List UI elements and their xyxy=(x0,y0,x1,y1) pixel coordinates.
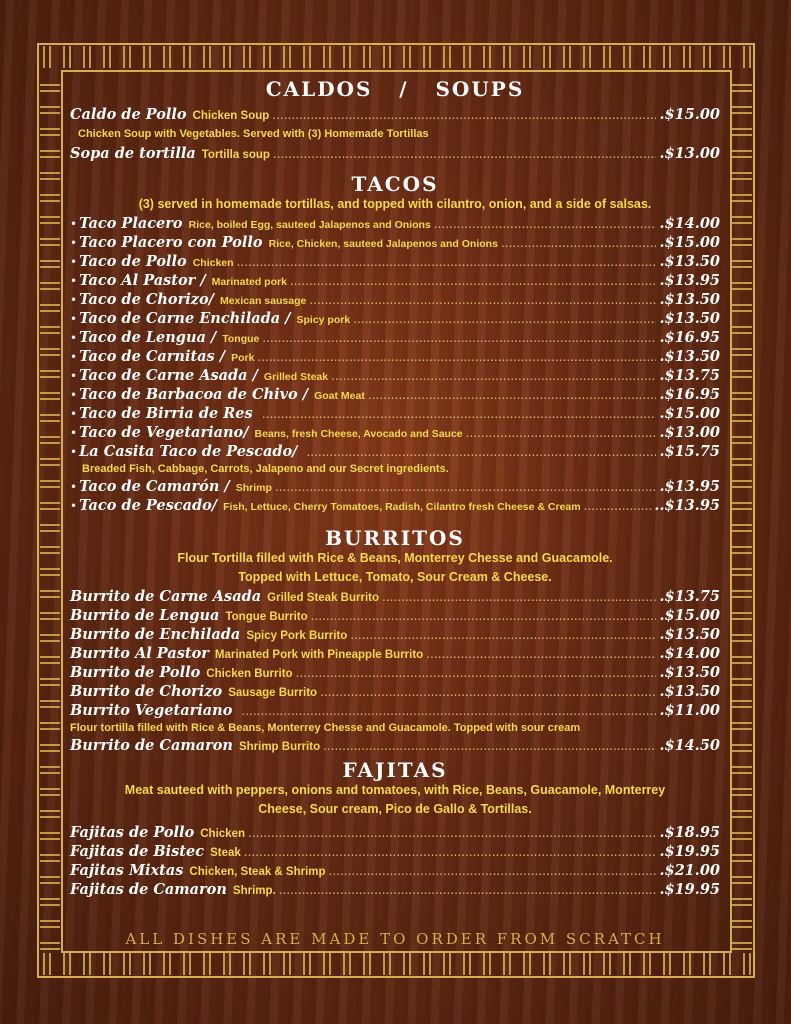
item-name: Burrito Al Pastor xyxy=(70,645,209,662)
menu-item xyxy=(70,644,720,663)
item-name: Taco Al Pastor / xyxy=(79,272,206,289)
item-price: .$13.00 xyxy=(659,424,720,441)
leader-dots xyxy=(426,645,656,664)
item-name: Fajitas de Pollo xyxy=(70,824,195,841)
menu-item xyxy=(70,233,720,252)
leader-dots xyxy=(320,683,656,702)
leader-dots xyxy=(584,497,652,516)
item-description: Chicken xyxy=(192,257,234,269)
menu-item xyxy=(70,144,720,163)
item-price: .$19.95 xyxy=(659,881,720,898)
item-price: .$15.00 xyxy=(659,106,720,123)
footer-tagline: ALL DISHES ARE MADE TO ORDER FROM SCRATCH xyxy=(125,930,665,948)
item-description: Steak xyxy=(210,847,241,859)
item-name: Burrito de Camaron xyxy=(70,737,233,754)
burritos-description-1: Flour Tortilla filled with Rice & Beans, Monterrey Chesse and Guacamole. xyxy=(177,551,613,565)
menu-item xyxy=(70,290,720,309)
item-description: Tongue Burrito xyxy=(225,611,308,623)
item-name: Taco de Barbacoa de Chivo / xyxy=(79,386,309,403)
menu-item xyxy=(70,861,720,880)
menu-item xyxy=(70,701,720,720)
item-description: Marinated pork xyxy=(211,276,287,288)
item-name: Taco Placero xyxy=(79,215,183,232)
bullet-icon: • xyxy=(70,274,78,288)
leader-dots xyxy=(331,367,656,386)
item-description: Grilled Steak xyxy=(263,371,329,383)
leader-dots xyxy=(466,424,657,443)
item-name: Burrito de Enchilada xyxy=(70,626,241,643)
bullet-icon: • xyxy=(70,369,78,383)
menu-item xyxy=(70,309,720,328)
leader-dots xyxy=(309,291,656,310)
item-name: Taco de Vegetariano/ xyxy=(79,424,249,441)
item-name: Taco de Lengua / xyxy=(79,329,217,346)
leader-dots xyxy=(306,443,656,462)
fajitas-title: FAJITAS xyxy=(342,758,448,782)
tacos-title: TACOS xyxy=(351,172,439,196)
bullet-icon: • xyxy=(70,388,78,402)
item-description: Spicy Pork Burrito xyxy=(246,630,348,642)
item-description: Rice, boiled Egg, sauteed Jalapenos and Onions xyxy=(188,219,431,231)
item-price: .$13.75 xyxy=(659,588,720,605)
item-description: Shrimp. xyxy=(232,885,276,897)
item-name: Caldo de Pollo xyxy=(70,106,187,123)
bullet-icon: • xyxy=(70,407,78,421)
leader-dots xyxy=(262,329,656,348)
item-name: Taco Placero con Pollo xyxy=(79,234,263,251)
menu-item xyxy=(70,252,720,271)
leader-dots xyxy=(323,737,656,756)
bullet-icon: • xyxy=(70,499,78,513)
item-price: .$16.95 xyxy=(659,386,720,403)
item-price: .$11.00 xyxy=(659,702,720,719)
item-description: Spicy pork xyxy=(296,314,351,326)
item-price: .$13.50 xyxy=(659,683,720,700)
menu-item xyxy=(70,423,720,442)
item-price: .$13.50 xyxy=(659,664,720,681)
item-description: Mexican sausage xyxy=(219,295,307,307)
menu-item xyxy=(70,606,720,625)
item-description: Tortilla soup xyxy=(201,149,270,161)
burritos-title: BURRITOS xyxy=(325,526,465,550)
item-description: Pork xyxy=(231,352,255,364)
item-name: Taco de Carne Enchilada / xyxy=(79,310,291,327)
item-price: .$13.95 xyxy=(659,272,720,289)
item-name: Taco de Carne Asada / xyxy=(79,367,258,384)
menu-item xyxy=(70,385,720,404)
menu-item xyxy=(70,105,720,124)
item-price: .$13.00 xyxy=(659,145,720,162)
item-price: .$14.00 xyxy=(659,645,720,662)
item-description: Chicken, Steak & Shrimp xyxy=(189,866,326,878)
bullet-icon: • xyxy=(70,255,78,269)
item-price: .$13.50 xyxy=(659,253,720,270)
menu-item xyxy=(70,587,720,606)
item-name: Fajitas Mixtas xyxy=(70,862,184,879)
leader-dots xyxy=(350,626,656,645)
item-name: La Casita Taco de Pescado/ xyxy=(79,443,298,460)
menu-item xyxy=(70,442,720,461)
item-description: Shrimp Burrito xyxy=(238,741,321,753)
item-name: Taco de Pescado/ xyxy=(79,497,218,514)
leader-dots xyxy=(311,607,657,626)
item-name: Taco de Pollo xyxy=(79,253,187,270)
menu-item xyxy=(70,625,720,644)
menu-item xyxy=(70,842,720,861)
item-name: Sopa de tortilla xyxy=(70,145,196,162)
fajitas-description-1: Meat sauteed with peppers, onions and tomatoes, with Rice, Beans, Guacamole, Monterrey xyxy=(124,783,666,797)
item-price: .$13.75 xyxy=(659,367,720,384)
menu-item xyxy=(70,404,720,423)
burritos-description-2: Topped with Lettuce, Tomato, Sour Cream & Cheese. xyxy=(238,570,552,584)
item-name: Burrito de Lengua xyxy=(70,607,220,624)
item-note: Flour tortilla filled with Rice & Beans, Monterrey Chesse and Guacamole. Topped with sour cream xyxy=(70,722,581,734)
menu-item xyxy=(70,682,720,701)
bullet-icon: • xyxy=(70,293,78,307)
menu-item xyxy=(70,366,720,385)
item-description: Goat Meat xyxy=(314,390,365,402)
fajitas-description-2: Cheese, Sour cream, Pico de Gallo & Tortillas. xyxy=(258,802,532,816)
leader-dots xyxy=(241,702,656,721)
item-description: Chicken xyxy=(200,828,245,840)
item-price: .$14.50 xyxy=(659,737,720,754)
item-price: .$15.00 xyxy=(659,607,720,624)
fajitas-list xyxy=(70,823,720,899)
bullet-icon: • xyxy=(70,426,78,440)
item-price: .$15.00 xyxy=(659,234,720,251)
item-description: Tongue xyxy=(222,333,260,345)
item-description: Rice, Chicken, sauteed Jalapenos and Onions xyxy=(268,238,498,250)
menu-item xyxy=(70,347,720,366)
leader-dots xyxy=(272,106,656,125)
item-price: .$13.50 xyxy=(659,626,720,643)
leader-dots xyxy=(290,272,657,291)
bullet-icon: • xyxy=(70,236,78,250)
leader-dots xyxy=(368,386,657,405)
menu-item xyxy=(70,214,720,233)
item-price: .$13.50 xyxy=(659,348,720,365)
item-name: Burrito de Carne Asada xyxy=(70,588,262,605)
leader-dots xyxy=(273,145,657,164)
menu-item xyxy=(70,328,720,347)
menu-item xyxy=(70,823,720,842)
item-note: Chicken Soup with Vegetables. Served with (3) Homemade Tortillas xyxy=(78,128,429,140)
menu-item xyxy=(70,271,720,290)
menu-item xyxy=(70,496,720,515)
item-price: .$15.00 xyxy=(659,405,720,422)
item-name: Fajitas de Bistec xyxy=(70,843,205,860)
item-price: .$18.95 xyxy=(659,824,720,841)
item-description: Chicken Soup xyxy=(192,110,270,122)
item-price: .$13.95 xyxy=(659,478,720,495)
item-price: .$19.95 xyxy=(659,843,720,860)
menu-item xyxy=(70,880,720,899)
leader-dots xyxy=(275,478,657,497)
item-description: Chicken Burrito xyxy=(206,668,293,680)
item-name: Taco de Carnitas / xyxy=(79,348,226,365)
item-description: Marinated Pork with Pineapple Burrito xyxy=(214,649,424,661)
item-name: Taco de Birria de Res xyxy=(79,405,253,422)
bullet-icon: • xyxy=(70,480,78,494)
bullet-icon: • xyxy=(70,445,78,459)
item-name: Fajitas de Camaron xyxy=(70,881,227,898)
item-name: Taco de Chorizo/ xyxy=(79,291,214,308)
item-price: .$15.75 xyxy=(659,443,720,460)
leader-dots xyxy=(248,824,656,843)
item-price: .$13.50 xyxy=(659,310,720,327)
menu-item xyxy=(70,736,720,755)
leader-dots xyxy=(237,253,657,272)
item-name: Burrito de Chorizo xyxy=(70,683,223,700)
bullet-icon: • xyxy=(70,312,78,326)
item-name: Burrito Vegetariano xyxy=(70,702,233,719)
burritos-list xyxy=(70,587,720,755)
leader-dots xyxy=(501,234,657,253)
item-price: .$21.00 xyxy=(659,862,720,879)
menu-item xyxy=(70,663,720,682)
item-price: .$14.00 xyxy=(659,215,720,232)
leader-dots xyxy=(257,348,656,367)
menu-content xyxy=(70,78,720,899)
item-description: Sausage Burrito xyxy=(228,687,318,699)
item-description: Fish, Lettuce, Cherry Tomatoes, Radish, Cilantro fresh Cheese & Cream xyxy=(223,501,581,513)
item-name: Burrito de Pollo xyxy=(70,664,201,681)
bullet-icon: • xyxy=(70,217,78,231)
leader-dots xyxy=(244,843,657,862)
bullet-icon: • xyxy=(70,350,78,364)
leader-dots xyxy=(382,588,656,607)
item-description: Shrimp xyxy=(235,482,272,494)
item-description: Grilled Steak Burrito xyxy=(267,592,379,604)
leader-dots xyxy=(296,664,657,683)
item-description: Beans, fresh Cheese, Avocado and Sauce xyxy=(254,428,463,440)
soups-title: CALDOS / SOUPS xyxy=(265,77,525,101)
item-price: .$13.50 xyxy=(659,291,720,308)
menu-item xyxy=(70,477,720,496)
bullet-icon: • xyxy=(70,331,78,345)
item-price: ..$13.95 xyxy=(654,497,720,514)
leader-dots xyxy=(262,405,657,424)
leader-dots xyxy=(353,310,656,329)
leader-dots xyxy=(329,862,657,881)
item-price: .$16.95 xyxy=(659,329,720,346)
item-name: Taco de Camarón / xyxy=(79,478,230,495)
tacos-list xyxy=(70,214,720,515)
leader-dots xyxy=(279,881,657,900)
leader-dots xyxy=(434,215,657,234)
tacos-description: (3) served in homemade tortillas, and topped with cilantro, onion, and a side of salsas. xyxy=(138,197,652,211)
item-note: Breaded Fish, Cabbage, Carrots, Jalapeno and our Secret ingredients. xyxy=(82,463,449,475)
